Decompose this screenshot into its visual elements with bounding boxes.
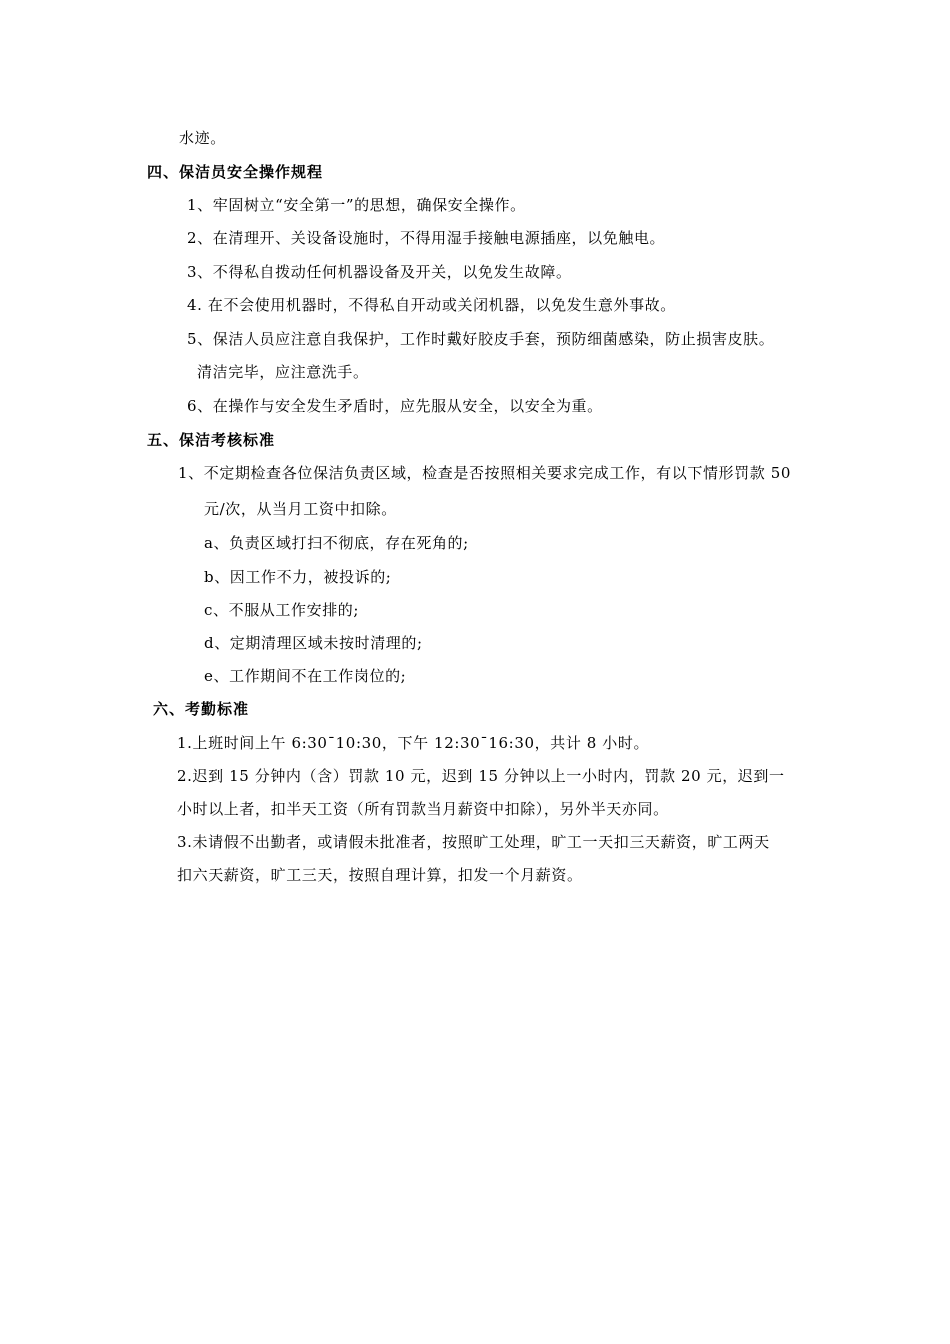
section-heading-6: 六、考勤标准 [153,700,250,718]
list-item-continuation: 扣六天薪资，旷工三天，按照自理计算，扣发一个月薪资。 [177,866,583,884]
sub-item: c、不服从工作安排的; [204,601,360,619]
list-item: 1、不定期检查各位保洁负责区域，检查是否按照相关要求完成工作，有以下情形罚款 50 [178,464,792,482]
sub-item: d、定期清理区域未按时清理的; [204,634,423,652]
list-item-continuation: 小时以上者，扣半天工资（所有罚款当月薪资中扣除），另外半天亦同。 [177,800,669,818]
list-item: 3、不得私自拨动任何机器设备及开关，以免发生故障。 [187,263,572,281]
list-item: 2、在清理开、关设备设施时，不得用湿手接触电源插座，以免触电。 [187,229,666,247]
list-item: 1、牢固树立“安全第一”的思想，确保安全操作。 [187,196,526,214]
list-item: 4. 在不会使用机器时，不得私自开动或关闭机器，以免发生意外事故。 [187,296,676,314]
list-item: 5、保洁人员应注意自我保护，工作时戴好胶皮手套，预防细菌感染，防止损害皮肤。 [187,330,775,348]
sub-item: a、负责区域打扫不彻底，存在死角的; [204,534,469,552]
list-item: 2.迟到 15 分钟内（含）罚款 10 元，迟到 15 分钟以上一小时内，罚款 20 元，迟到一 [177,767,785,785]
section-heading-5: 五、保洁考核标准 [147,431,276,449]
list-item-continuation: 元/次，从当月工资中扣除。 [204,500,397,518]
continuation-text: 水迹。 [179,129,226,147]
sub-item: b、因工作不力，被投诉的; [204,568,392,586]
sub-item: e、工作期间不在工作岗位的; [204,667,407,685]
list-item: 6、在操作与安全发生矛盾时，应先服从安全，以安全为重。 [187,397,603,415]
list-item-continuation: 清洁完毕，应注意洗手。 [197,363,369,381]
list-item: 1.上班时间上午 6:30¯10:30，下午 12:30¯16:30，共计 8 小时。 [177,734,650,752]
section-heading-4: 四、保洁员安全操作规程 [147,163,324,181]
list-item: 3.未请假不出勤者，或请假未批准者，按照旷工处理，旷工一天扣三天薪资，旷工两天 [177,833,770,851]
